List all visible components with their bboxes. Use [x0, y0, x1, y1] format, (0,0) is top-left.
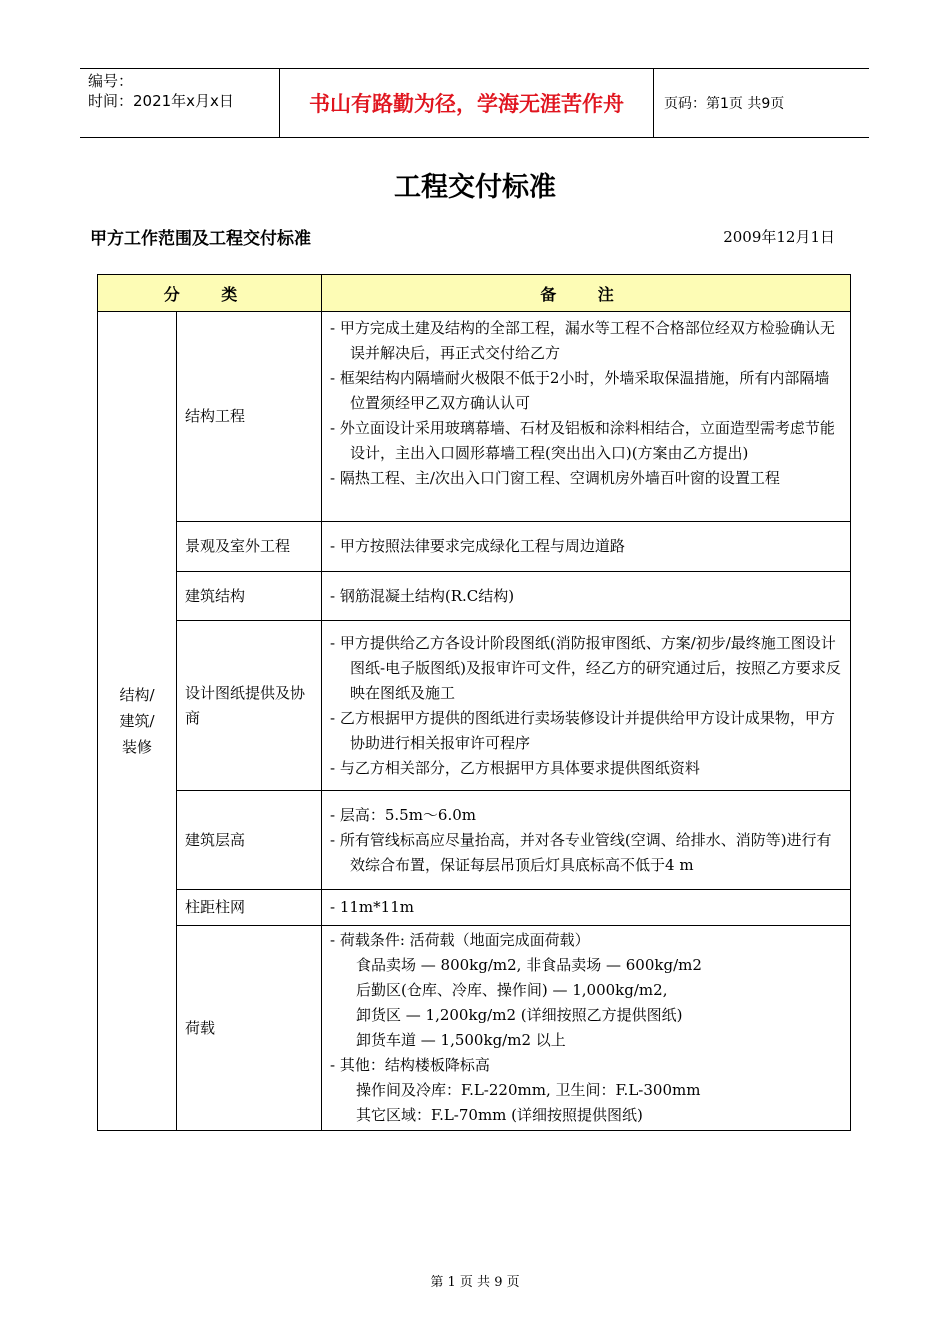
row-notes: [322, 791, 851, 890]
table-header-row: [98, 275, 851, 312]
row-notes: [322, 312, 851, 522]
load-line: - 荷载条件: 活荷载（地面完成面荷载）: [330, 931, 590, 949]
note-line: - 甲方按照法律要求完成绿化工程与周边道路: [330, 537, 625, 555]
table-row: [98, 791, 851, 890]
load-line: 后勤区(仓库、冷库、操作间) — 1,000kg/m2,: [356, 981, 668, 999]
load-line: 卸货区 — 1,200kg/m2 (详细按照乙方提供图纸): [356, 1006, 683, 1024]
row-category: 设计图纸提供及协商: [177, 621, 322, 791]
table-row: [98, 522, 851, 572]
row-category: 荷载: [177, 926, 322, 1131]
document-date: 2009年12月1日: [723, 228, 835, 246]
row-notes: [322, 926, 851, 1131]
note-line: - 隔热工程、主/次出入口门窗工程、空调机房外墙百叶窗的设置工程: [330, 469, 780, 487]
page-header: [80, 68, 869, 138]
table-row: [98, 926, 851, 1131]
row-notes: [322, 621, 851, 791]
header-category: 分 类: [98, 275, 322, 312]
group-label-text: 结构/ 建筑/ 装修: [119, 686, 155, 756]
serial-label: 编号：: [88, 72, 134, 90]
row-category: 建筑层高: [177, 791, 322, 890]
load-line: 操作间及冷库：F.L-220mm, 卫生间：F.L-300mm: [356, 1081, 701, 1099]
note-line: - 层高：5.5m～6.0m: [330, 805, 476, 824]
table-row: [98, 621, 851, 791]
note-line: - 11m*11m: [330, 898, 414, 916]
standards-table: [97, 274, 851, 1131]
document-title: 工程交付标准: [394, 172, 556, 203]
note-line: - 甲方完成土建及结构的全部工程，漏水等工程不合格部位经双方检验确认无误并解决后，再正式交付给乙方: [330, 319, 835, 362]
note-line: - 框架结构内隔墙耐火极限不低于2小时，外墙采取保温措施，所有内部隔墙位置须经甲乙双方确认认可: [330, 369, 830, 412]
note-line: - 甲方提供给乙方各设计阶段图纸(消防报审图纸、方案/初步/最终施工图设计图纸-电子版图纸)及报审许可文件，经乙方的研究通过后，按照乙方要求反映在图纸及施工: [330, 633, 841, 702]
row-category: 景观及室外工程: [177, 522, 322, 572]
page-footer: 第 1 页 共 9 页: [430, 1275, 520, 1290]
note-line: - 乙方根据甲方提供的图纸进行卖场装修设计并提供给甲方设计成果物，甲方协助进行相关报审许可程序: [330, 708, 835, 752]
table-row: [98, 312, 851, 522]
header-motto: 书山有路勤为径，学海无涯苦作舟: [280, 69, 654, 137]
load-line: 卸货车道 — 1,500kg/m2 以上: [356, 1031, 566, 1049]
row-notes: [322, 572, 851, 621]
load-line: 食品卖场 — 800kg/m2, 非食品卖场 — 600kg/m2: [356, 956, 702, 974]
document-subtitle: 甲方工作范围及工程交付标准: [90, 229, 311, 249]
time-label: 时间：2021年x月x日: [88, 92, 234, 110]
note-line: - 所有管线标高应尽量抬高，并对各专业管线(空调、给排水、消防等)进行有效综合布置，保证每层吊顶后灯具底标高不低于4 m: [330, 830, 832, 874]
row-category: 结构工程: [177, 312, 322, 522]
table-row: [98, 890, 851, 926]
note-line: - 钢筋混凝土结构(R.C结构): [330, 586, 515, 605]
load-line: - 其他：结构楼板降标高: [330, 1056, 490, 1074]
note-line: - 外立面设计采用玻璃幕墙、石材及铝板和涂料相结合，立面造型需考虑节能设计，主出入口圆形幕墙工程(突出出入口)(方案由乙方提出): [330, 419, 835, 462]
load-line: 其它区域：F.L-70mm (详细按照提供图纸): [356, 1106, 643, 1124]
header-page-label: 页码：第1页 共9页: [664, 96, 785, 112]
group-label: [98, 312, 177, 1131]
row-category: 建筑结构: [177, 572, 322, 621]
row-category: 柱距柱网: [177, 890, 322, 926]
row-notes: [322, 890, 851, 926]
table-row: [98, 572, 851, 621]
header-meta: [80, 69, 280, 137]
note-line: - 与乙方相关部分，乙方根据甲方具体要求提供图纸资料: [330, 758, 700, 777]
row-notes: [322, 522, 851, 572]
header-notes: 备 注: [322, 275, 851, 312]
